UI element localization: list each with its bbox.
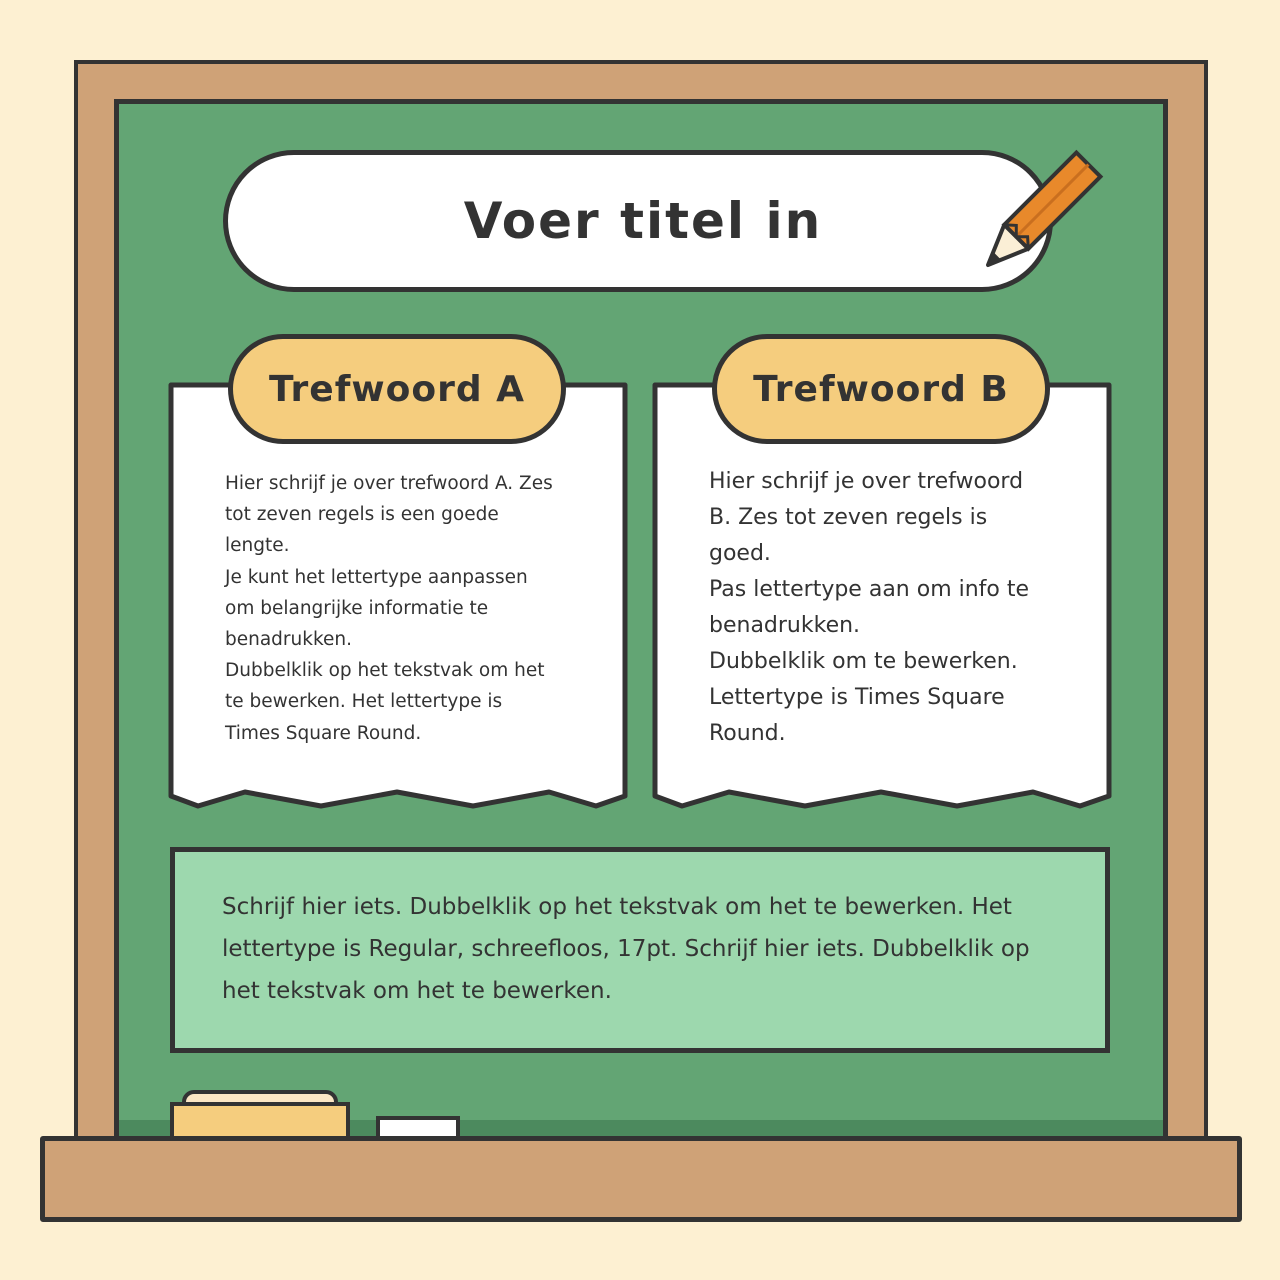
- card-a-text[interactable]: Hier schrijf je over trefwoord A. Zes tot zeven regels is een goede lengte. Je kunt het lettertype aanpassen om belangrijke informatie te benadrukken. Dubbelklik op het tekstvak om het te bewerken. Het lettertype is Times Square Round.: [225, 473, 553, 744]
- eraser-base: [170, 1102, 350, 1140]
- page-title[interactable]: Voer titel in: [463, 192, 823, 250]
- note-text[interactable]: Schrijf hier iets. Dubbelklik op het tekstvak om het te bewerken. Het lettertype is Regular, schreefloos, 17pt. Schrijf hier iets. Dubbelklik op het tekstvak om het te bewerken.: [222, 894, 1030, 1004]
- keyword-tag-a[interactable]: [228, 334, 566, 444]
- title-box[interactable]: [223, 150, 1053, 292]
- chalk-ledge: [40, 1136, 1242, 1222]
- keyword-tag-b[interactable]: [712, 334, 1050, 444]
- pencil-icon: [980, 145, 1110, 275]
- card-b-text[interactable]: Hier schrijf je over trefwoord B. Zes tot zeven regels is goed. Pas lettertype aan om info te benadrukken. Dubbelklik om te bewerken. Lettertype is Times Square Round.: [709, 469, 1030, 746]
- keyword-a-label: Trefwoord A: [268, 368, 526, 410]
- keyword-b-label: Trefwoord B: [753, 368, 1009, 410]
